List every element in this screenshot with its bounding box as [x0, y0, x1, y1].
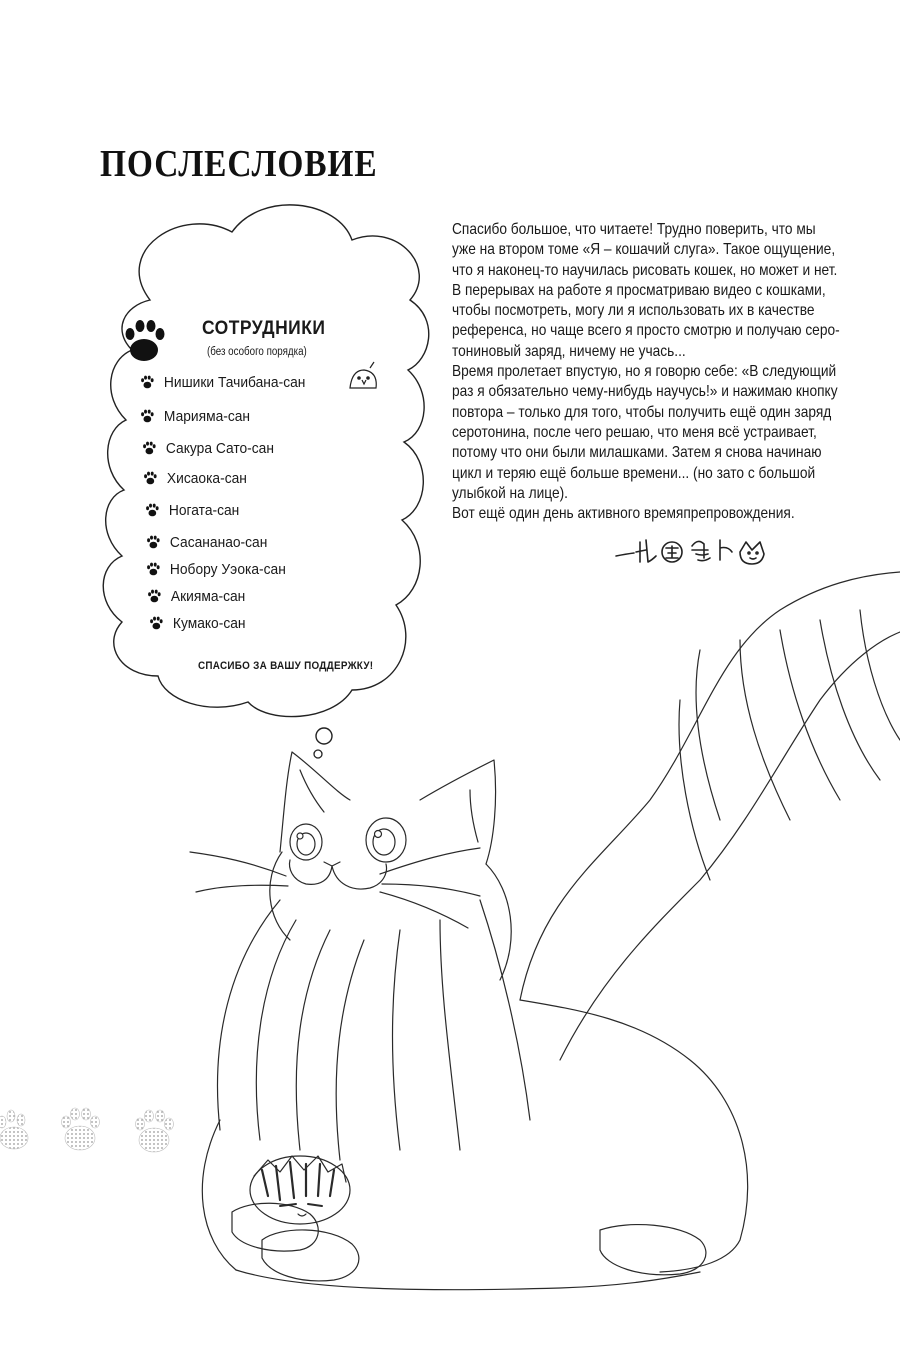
staff-name: Нишики Тачибана-сан: [163, 374, 306, 391]
staff-name: Марияма-сан: [163, 408, 251, 425]
page-title: ПОСЛЕСЛОВИЕ: [100, 143, 378, 185]
afterword-line: серотонина, после чего решаю, что меня всё устраивает,: [452, 423, 817, 441]
afterword-line: что я наконец-то научилась рисовать кошек, но может и нет.: [452, 261, 838, 279]
afterword-line: референса, но чаще всего я просто смотрю и получаю серо-: [452, 322, 840, 340]
thanks-note: СПАСИБО ЗА ВАШУ ПОДДЕРЖКУ!: [198, 660, 374, 672]
staff-heading: СОТРУДНИКИ: [202, 318, 326, 339]
afterword-line: Время пролетает впустую, но я говорю себе: «В следующий: [452, 363, 837, 381]
afterword-line: повтора – только для того, чтобы получить ещё один заряд: [452, 403, 832, 421]
staff-name: Сасананао-сан: [169, 534, 268, 551]
afterword-line: тониновый заряд, ничему не учась...: [452, 342, 686, 360]
afterword-line: В перерывах на работе я просматриваю видео с кошками,: [452, 281, 826, 299]
afterword-line: потому что они были милашками. Затем я снова начинаю: [452, 444, 822, 462]
staff-subheading: (без особого порядка): [207, 346, 307, 358]
staff-name: Хисаока-сан: [166, 470, 247, 487]
afterword-line: Спасибо большое, что читаете! Трудно поверить, что мы: [452, 221, 816, 238]
staff-name: Сакура Сато-сан: [165, 440, 274, 457]
staff-name: Нобору Уэока-сан: [169, 561, 286, 578]
afterword-line: раз я обязательно чему-нибудь научусь!» и нажимаю кнопку: [452, 383, 838, 401]
afterword-line: цикл и теряю ещё больше времени... (но зато с большой: [452, 464, 816, 482]
staff-name: Ногата-сан: [168, 502, 240, 519]
staff-name: Акияма-сан: [170, 588, 246, 605]
afterword-line: улыбкой на лице).: [452, 484, 568, 502]
paw-prints-decoration: [0, 1108, 174, 1152]
afterword-line: Вот ещё один день активного времяпрепровождения.: [452, 505, 795, 523]
afterword-line: уже на втором томе «Я – кошачий слуга». Такое ощущение,: [452, 241, 836, 259]
afterword-line: чтобы посмотреть, могу ли я использовать их в качестве: [452, 302, 815, 320]
staff-name: Кумако-сан: [172, 615, 246, 632]
